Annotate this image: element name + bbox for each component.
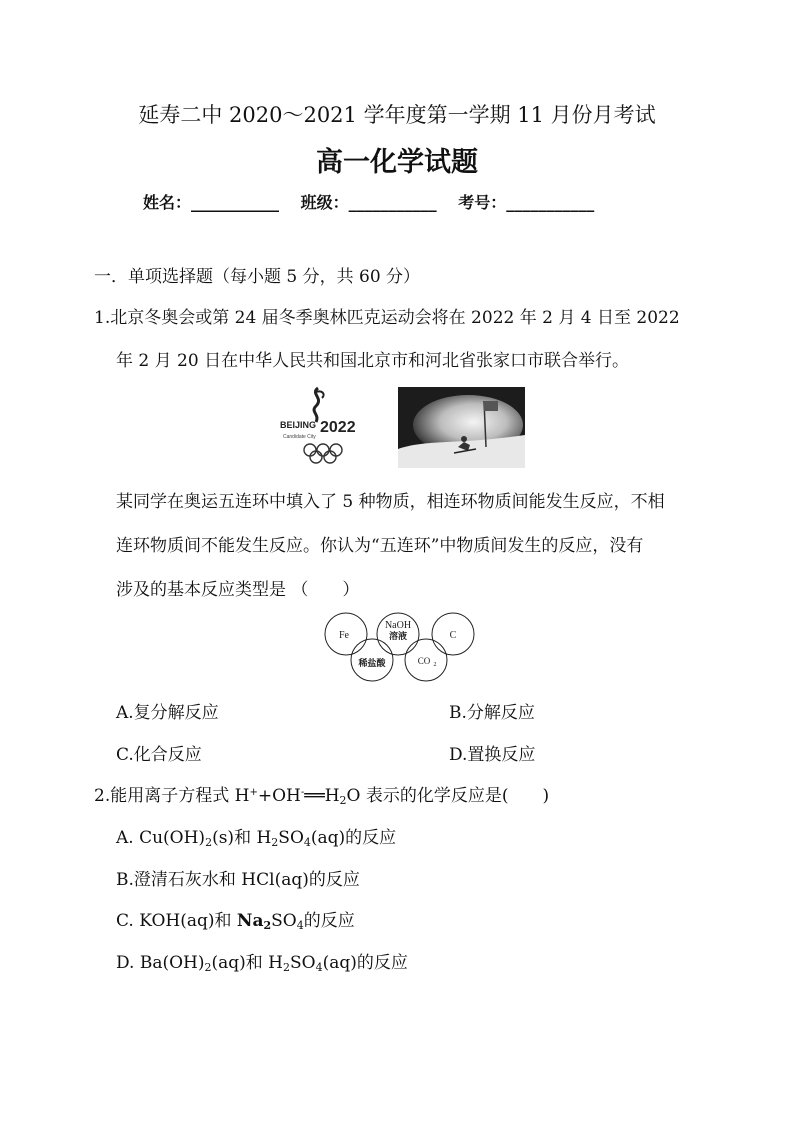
- ring-c-label: C: [449, 630, 457, 641]
- q1-option-a[interactable]: A.复分解反应: [116, 703, 219, 723]
- beijing-2022-logo: [280, 384, 362, 468]
- q2-option-b[interactable]: B.澄清石灰水和 HCl(aq)的反应: [116, 870, 360, 890]
- q2-option-d[interactable]: D. $Ba(OH)_2(aq)$和 $H_2SO_4(aq)$的反应: [116, 953, 408, 974]
- exam-no-label: 考号：: [458, 193, 507, 212]
- logo-candidate-text: Candidate City: [283, 434, 316, 440]
- ring-co2-label: CO: [417, 656, 431, 666]
- name-label: 姓名：: [143, 193, 192, 212]
- logo-year-text: 2022: [320, 419, 356, 436]
- class-blank[interactable]: ___________: [348, 193, 437, 212]
- q1-para-line3: 涉及的基本反应类型是 （ ）: [116, 580, 360, 600]
- class-label: 班级：: [300, 193, 349, 212]
- five-rings-diagram: [320, 608, 480, 684]
- q1-para-line1: 某同学在奥运五连环中填入了 5 种物质，相连环物质间能发生反应，不相: [116, 492, 665, 512]
- name-blank[interactable]: ___________: [191, 193, 280, 212]
- q2-stem: 2.能用离子方程式 $H^++OH^-══H_2O$ 表示的化学反应是( ): [94, 786, 550, 807]
- logo-beijing-text: BEIJING: [280, 420, 317, 430]
- q2-option-a[interactable]: A. $Cu(OH)_2(s)$和 $H_2SO_4(aq)$的反应: [116, 828, 397, 849]
- exam-no-blank[interactable]: ___________: [506, 193, 595, 212]
- section-heading: 一．单项选择题（每小题 5 分，共 60 分）: [94, 267, 421, 287]
- q1-stem-line1: 1.北京冬奥会或第 24 届冬季奥林匹克运动会将在 2022 年 2 月 4 日至 2022: [94, 308, 680, 328]
- q1-option-d[interactable]: D.置换反应: [449, 745, 536, 765]
- ring-co2-sub: 2: [433, 662, 437, 668]
- q1-option-c[interactable]: C.化合反应: [116, 745, 202, 765]
- q1-para-line2: 连环物质间不能发生反应。你认为“五连环”中物质间发生的反应，没有: [116, 536, 644, 556]
- q2-option-c[interactable]: C. KOH(aq)和 $Na_2SO_4$的反应: [116, 911, 355, 932]
- skier-photo: [398, 387, 525, 468]
- ring-naoh-label-1: NaOH: [384, 620, 412, 631]
- q1-stem-line2: 年 2 月 20 日在中华人民共和国北京市和河北省张家口市联合举行。: [116, 351, 630, 371]
- exam-title: 延寿二中 2020～2021 学年度第一学期 11 月份月考试: [138, 103, 656, 127]
- ring-hcl-label: 稀盐酸: [358, 659, 386, 669]
- exam-subtitle: 高一化学试题: [316, 147, 478, 178]
- q1-option-b[interactable]: B.分解反应: [449, 703, 535, 723]
- ring-naoh-label-2: 溶液: [388, 632, 408, 642]
- ring-fe-label: Fe: [339, 630, 349, 641]
- student-info-line: [143, 190, 594, 213]
